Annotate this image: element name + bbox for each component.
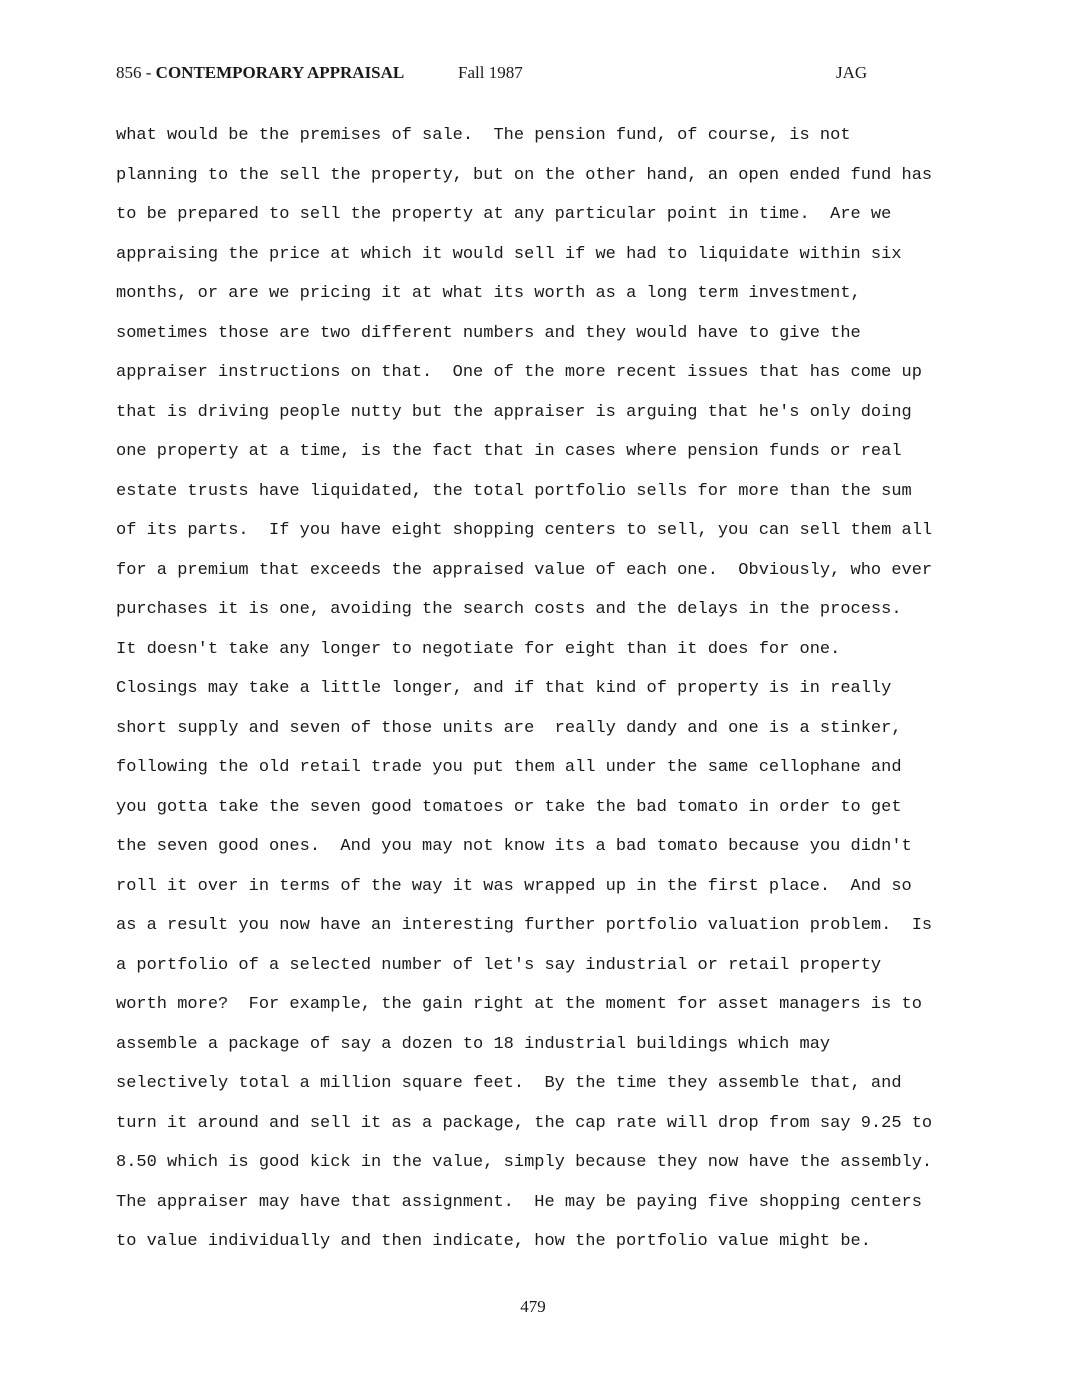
text-line: of its parts. If you have eight shopping centers to sell, you can sell them all [116,521,933,540]
text-line: appraiser instructions on that. One of the more recent issues that has come up [116,363,922,382]
text-line: as a result you now have an interesting further portfolio valuation problem. Is [116,916,933,935]
text-line: one property at a time, is the fact that in cases where pension funds or real [116,442,902,461]
text-line: months, or are we pricing it at what its worth as a long term investment, [116,284,861,303]
page-number: 479 [520,1297,546,1316]
text-line: Closings may take a little longer, and if that kind of property is in really [116,679,892,698]
text-line: a portfolio of a selected number of let's say industrial or retail property [116,955,882,975]
author-initials: JAG [836,63,868,82]
text-line: worth more? For example, the gain right at the moment for asset managers is to [116,995,922,1014]
text-line: planning to the sell the property, but on the other hand, an open ended fund has [116,165,933,185]
text-line: appraising the price at which it would sell if we had to liquidate within six [116,244,902,264]
text-line: It doesn't take any longer to negotiate for eight than it does for one. [116,639,841,659]
text-line: purchases it is one, avoiding the search costs and the delays in the process. [116,600,902,619]
text-line: what would be the premises of sale. The pension fund, of course, is not [116,126,851,145]
text-line: that is driving people nutty but the appraiser is arguing that he's only doing [116,402,912,422]
text-line: sometimes those are two different numbers and they would have to give the [116,323,861,343]
text-line: to value individually and then indicate, how the portfolio value might be. [116,1232,871,1251]
course-title: CONTEMPORARY APPRAISAL [155,63,405,82]
text-line: The appraiser may have that assignment. He may be paying five shopping centers [116,1192,922,1212]
term-label: Fall 1987 [458,63,523,82]
text-line: 8.50 which is good kick in the value, simply because they now have the assembly. [116,1153,933,1172]
text-line: turn it around and sell it as a package, the cap rate will drop from say 9.25 to [116,1113,933,1133]
text-line: following the old retail trade you put them all under the same cellophane and [116,758,902,777]
text-line: to be prepared to sell the property at any particular point in time. Are we [116,205,892,224]
text-line: roll it over in terms of the way it was wrapped up in the first place. And so [116,876,912,896]
text-line: assemble a package of say a dozen to 18 industrial buildings which may [116,1034,831,1054]
text-line: selectively total a million square feet. By the time they assemble that, and [116,1074,902,1093]
course-label [116,62,404,84]
transcript-body [116,116,986,1262]
text-line: for a premium that exceeds the appraised value of each one. Obviously, who ever [116,560,933,580]
text-line: you gotta take the seven good tomatoes or take the bad tomato in order to get [116,797,902,817]
text-line: the seven good ones. And you may not know its a bad tomato because you didn't [116,837,912,856]
text-line: estate trusts have liquidated, the total portfolio sells for more than the sum [116,481,912,501]
text-line: short supply and seven of those units are really dandy and one is a stinker, [116,718,902,738]
page-header [116,62,916,84]
course-number: 856 - [116,63,156,82]
